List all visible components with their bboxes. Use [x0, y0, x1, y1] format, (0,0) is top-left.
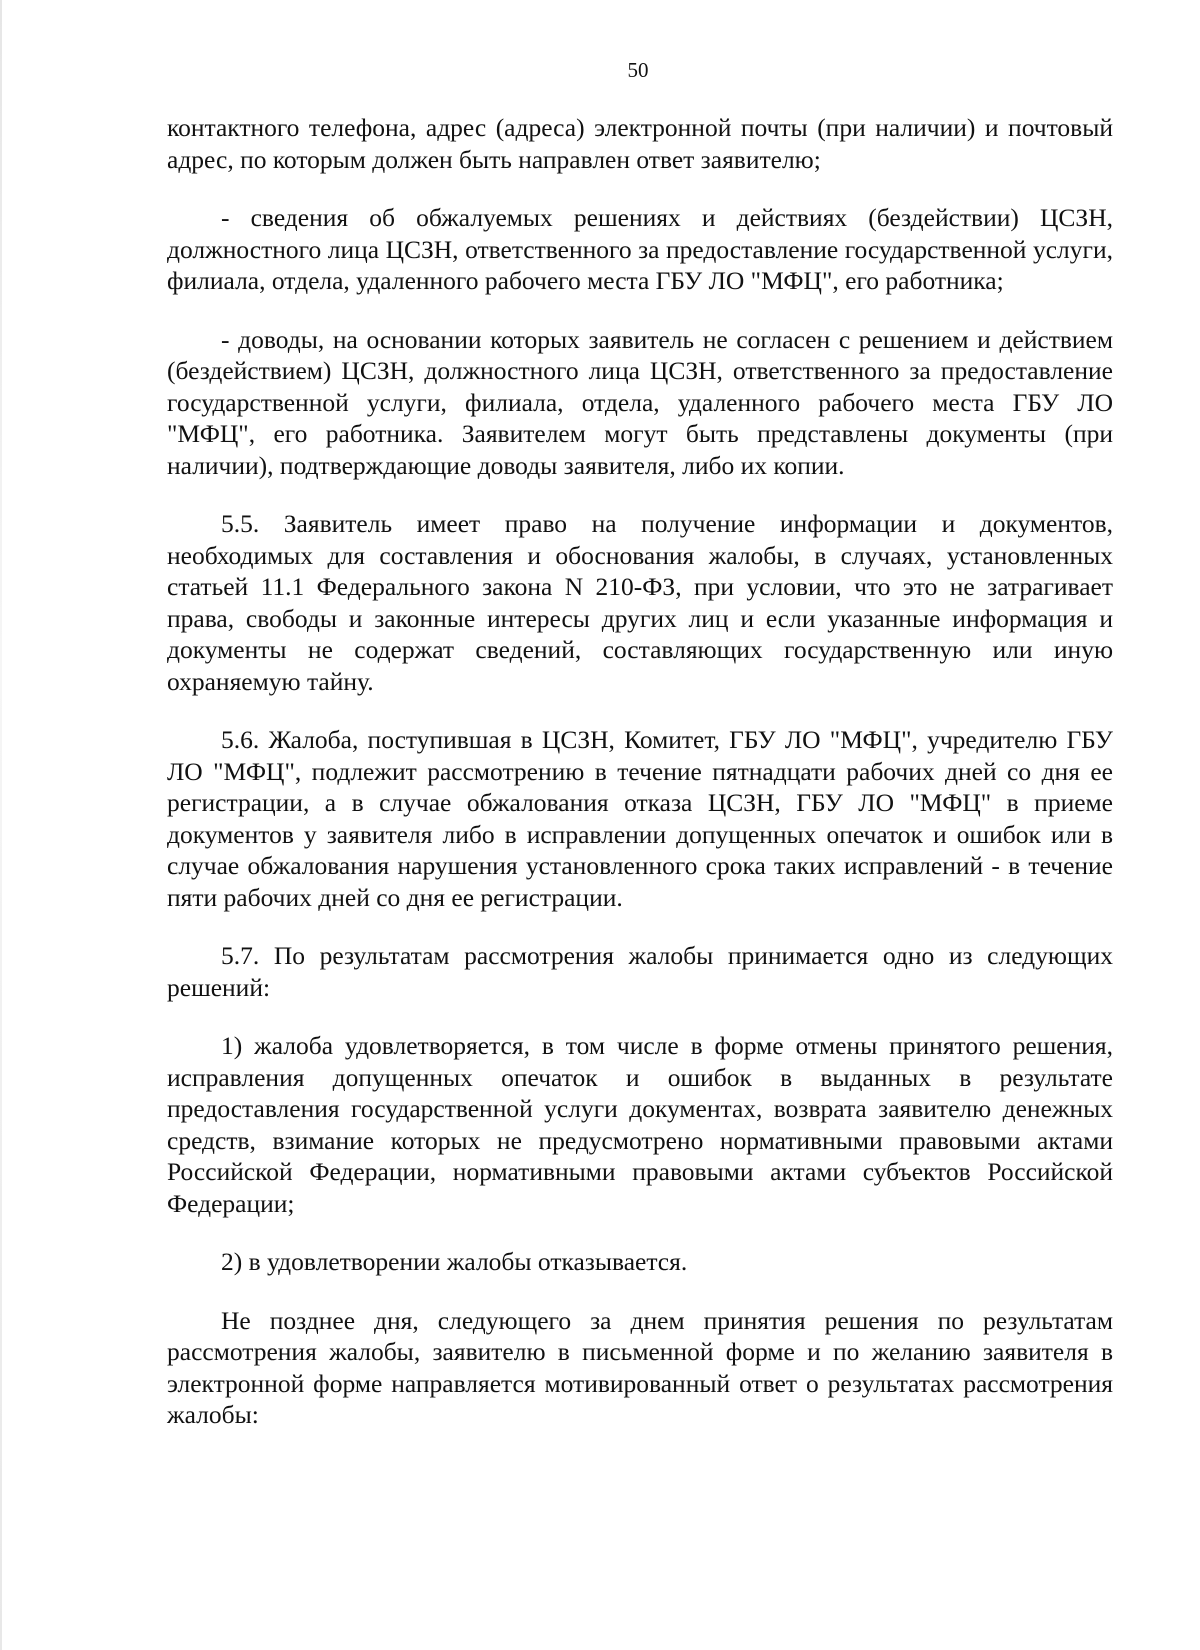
- paragraph-5-5: 5.5. Заявитель имеет право на получение информации и документов, необходимых для составления и обоснования жалобы, в случаях, установленных статьей 11.1 Федерального закона N 210-ФЗ, при условии, что это не затрагивает права, свободы и законные интересы других лиц и если указанные информация и документы не содержат сведений, составляющих государственную или иную охраняемую тайну.: [167, 509, 1113, 696]
- page-number: 50: [627, 58, 649, 82]
- paragraph-5-7: 5.7. По результатам рассмотрения жалобы принимается одно из следующих решений:: [167, 941, 1113, 1002]
- paragraph-response-deadline: Не позднее дня, следующего за днем принятия решения по результатам рассмотрения жалобы, заявителю в письменной форме и по желанию заявителя в электронной форме направляется мотивированный ответ о результатах рассмотрения жалобы:: [167, 1305, 1113, 1429]
- paragraph-appealed-decisions: - сведения об обжалуемых решениях и действиях (бездействии) ЦСЗН, должностного лица ЦСЗН, ответственного за предоставление государственной услуги, филиала, отдела, удаленного рабочего места ГБУ ЛО "МФЦ", его работника;: [167, 203, 1113, 295]
- paragraph-decision-1: 1) жалоба удовлетворяется, в том числе в форме отмены принятого решения, исправления допущенных опечаток и ошибок в выданных в результате предоставления государственной услуги документах, возврата заявителю денежных средств, взимание которых не предусмотрено нормативными правовыми актами Российской Федерации, нормативными правовыми актами субъектов Российской Федерации;: [167, 1031, 1113, 1218]
- document-body: [167, 112, 1113, 1431]
- paragraph-arguments: - доводы, на основании которых заявитель не согласен с решением и действием (бездействием) ЦСЗН, должностного лица ЦСЗН, ответственного за предоставление государственной услуги, филиала, отдела, удаленного рабочего места ГБУ ЛО "МФЦ", его работника. Заявителем могут быть представлены документы (при наличии), подтверждающие доводы заявителя, либо их копии.: [167, 324, 1113, 480]
- paragraph-5-6: 5.6. Жалоба, поступившая в ЦСЗН, Комитет, ГБУ ЛО "МФЦ", учредителю ГБУ ЛО "МФЦ", подлежит рассмотрению в течение пятнадцати рабочих дней со дня ее регистрации, а в случае обжалования отказа ЦСЗН, ГБУ ЛО "МФЦ" в приеме документов у заявителя либо в исправлении допущенных опечаток и ошибок или в случае обжалования нарушения установленного срока таких исправлений - в течение пяти рабочих дней со дня ее регистрации.: [167, 725, 1113, 912]
- paragraph-contact-continuation: контактного телефона, адрес (адреса) электронной почты (при наличии) и почтовый адрес, по которым должен быть направлен ответ заявителю;: [167, 113, 1113, 174]
- scan-edge: [0, 0, 2, 1650]
- paragraph-decision-2: 2) в удовлетворении жалобы отказывается.: [221, 1247, 688, 1276]
